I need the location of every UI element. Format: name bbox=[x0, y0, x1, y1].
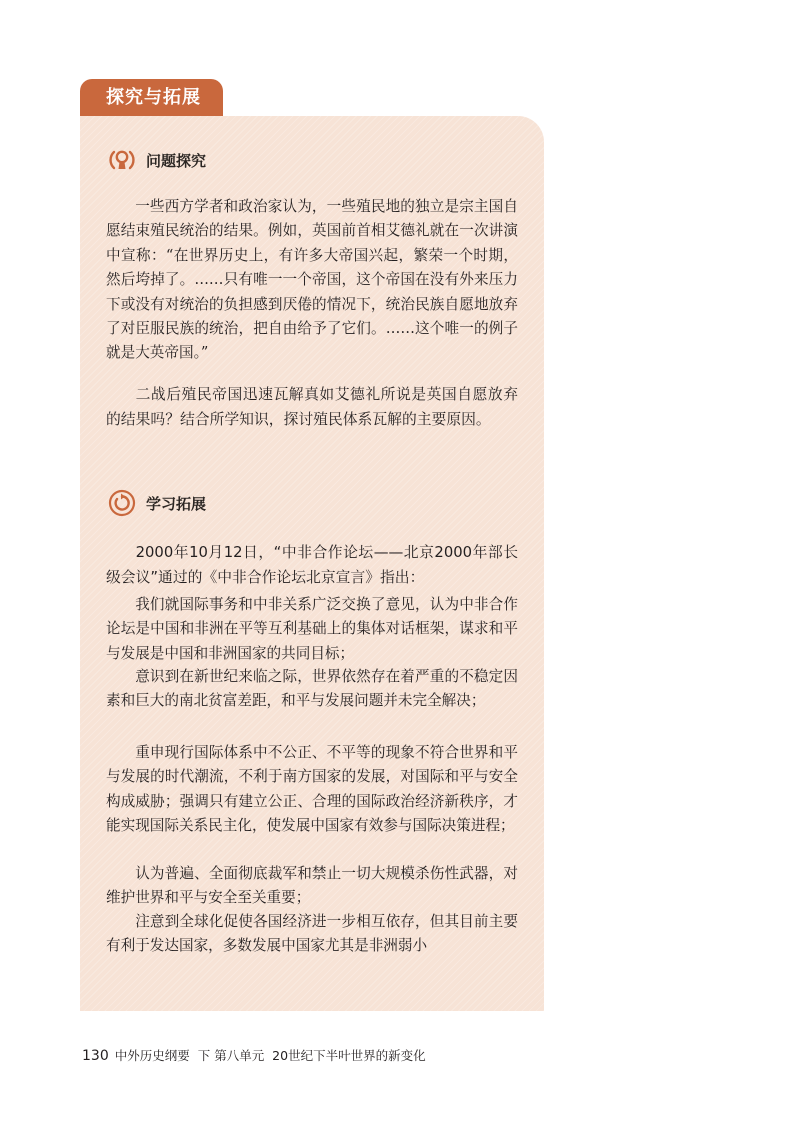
declaration-point: 我们就国际事务和中非关系广泛交换了意见，认为中非合作论坛是中国和非洲在平等互利基础上的集体对话框架，谋求和平与发展是中国和非洲国家的共同目标； bbox=[106, 596, 518, 662]
declaration-point: 重申现行国际体系中不公正、不平等的现象不符合世界和平与发展的时代潮流，不利于南方国家的发展，对国际和平与安全构成威胁；强调只有建立公正、合理的国际政治经济新秩序，才能实现国际关系民主化，使发展中国家有效参与国际决策进程； bbox=[106, 744, 518, 835]
page-footer bbox=[82, 1046, 426, 1064]
footer-volume: 下 bbox=[197, 1048, 211, 1063]
question-bulb-icon bbox=[108, 146, 136, 174]
footer-book: 中外历史纲要 bbox=[114, 1048, 190, 1063]
page-number: 130 bbox=[82, 1048, 109, 1064]
expand-intro: 2000年10月12日，“中非合作论坛——北京2000年部长级会议”通过的《中非合作论坛北京宣言》指出： bbox=[106, 544, 518, 586]
expand-heading bbox=[108, 488, 206, 518]
declaration-point: 认为普遍、全面彻底裁军和禁止一切大规模杀伤性武器，对维护世界和平与安全至关重要； bbox=[106, 865, 518, 907]
footer-unit-title: 20世纪下半叶世界的新变化 bbox=[272, 1048, 426, 1063]
inquiry-title: 问题探究 bbox=[146, 151, 207, 170]
inquiry-heading bbox=[108, 145, 206, 175]
declaration-point: 注意到全球化促使各国经济进一步相互依存，但其目前主要有利于发达国家，多数发展中国家尤其是非洲弱小 bbox=[106, 913, 518, 955]
declaration-point: 意识到在新世纪来临之际，世界依然存在着严重的不稳定因素和巨大的南北贫富差距，和平与发展问题并未完全解决； bbox=[106, 668, 518, 710]
refresh-circle-icon bbox=[108, 489, 136, 517]
content-panel bbox=[80, 116, 544, 1011]
inquiry-question: 二战后殖民帝国迅速瓦解真如艾德礼所说是英国自愿放弃的结果吗？结合所学知识，探讨殖民体系瓦解的主要原因。 bbox=[106, 386, 518, 428]
inquiry-quote: 一些西方学者和政治家认为，一些殖民地的独立是宗主国自愿结束殖民统治的结果。例如，英国前首相艾德礼就在一次讲演中宣称：“在世界历史上，有许多大帝国兴起，繁荣一个时期，然后垮掉了。……只有唯一一个帝国，这个帝国在没有外来压力下或没有对统治的负担感到厌倦的情况下，统治民族自愿地放弃了对臣服民族的统治，把自由给予了它们。……这个唯一的例子就是大英帝国。” bbox=[106, 198, 518, 362]
section-tab: 探究与拓展 bbox=[80, 79, 223, 117]
expand-title: 学习拓展 bbox=[146, 494, 207, 513]
footer-unit: 第八单元 bbox=[214, 1048, 265, 1063]
